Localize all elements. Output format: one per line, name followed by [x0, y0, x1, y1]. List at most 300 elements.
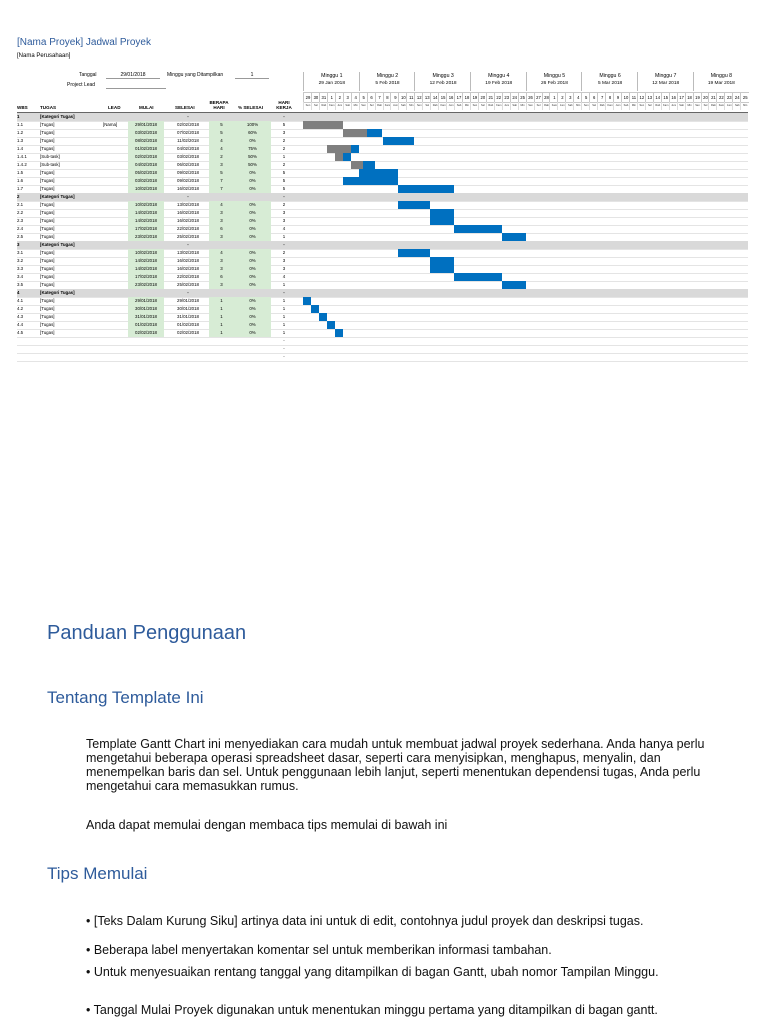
day-number: 16 [446, 92, 455, 103]
start-date-cell[interactable]: 17/02/2018 [128, 273, 164, 281]
start-date-cell[interactable]: 04/02/2018 [128, 161, 164, 169]
guide-heading: Panduan Penggunaan [47, 622, 247, 644]
duration-cell[interactable]: 4 [209, 201, 234, 209]
duration-cell[interactable]: 2 [209, 153, 234, 161]
wbs-cell[interactable]: 4.3 [17, 314, 24, 319]
day-number: 22 [716, 92, 725, 103]
start-date-cell[interactable]: 02/02/2018 [128, 153, 164, 161]
gantt-bar-remaining [383, 137, 415, 145]
day-number: 20 [701, 92, 710, 103]
gantt-bar-remaining [454, 273, 502, 281]
start-date-cell[interactable]: 14/02/2018 [128, 257, 164, 265]
day-number: 6 [589, 92, 598, 103]
percent-complete-cell[interactable]: 0% [234, 273, 271, 281]
start-date-cell[interactable]: 29/01/2018 [128, 121, 164, 129]
start-date-cell[interactable]: 23/02/2018 [128, 281, 164, 289]
day-number: 5 [581, 92, 590, 103]
workdays-cell: - [283, 354, 285, 359]
day-letter: Sel [367, 102, 376, 110]
day-letter: Rab [653, 102, 662, 110]
wbs-cell[interactable]: 2 [17, 194, 20, 199]
workdays-cell: 2 [282, 138, 286, 143]
day-letter: Sab [510, 102, 519, 110]
task-cell[interactable]: [Tugas] [40, 274, 55, 279]
day-letter: Sab [454, 102, 463, 110]
end-date-cell: 13/02/2018 [177, 250, 199, 255]
day-letter: Sen [581, 102, 590, 110]
task-cell[interactable]: [Sub-task] [40, 154, 60, 159]
start-date-cell[interactable]: 29/01/2018 [128, 297, 164, 305]
percent-complete-cell[interactable]: 0% [234, 201, 271, 209]
day-number: 30 [311, 92, 320, 103]
wbs-cell[interactable]: 3.1 [17, 250, 24, 255]
end-date-cell: - [187, 194, 189, 199]
day-number: 9 [613, 92, 622, 103]
day-number: 28 [542, 92, 551, 103]
duration-cell[interactable]: 1 [209, 313, 234, 321]
workdays-cell: 3 [282, 210, 286, 215]
duration-cell[interactable]: 3 [209, 265, 234, 273]
task-cell[interactable]: [Tugas] [40, 250, 55, 255]
end-date-cell: - [187, 114, 189, 119]
gantt-bar-remaining [319, 313, 327, 321]
day-letter: Min [740, 102, 749, 110]
wbs-cell[interactable]: 3 [17, 242, 20, 247]
day-number: 8 [383, 92, 392, 103]
wbs-cell[interactable]: 2.5 [17, 234, 24, 239]
duration-cell[interactable]: 3 [209, 209, 234, 217]
end-date-cell: 07/02/2018 [177, 130, 199, 135]
lead-cell[interactable]: [Nama] [103, 122, 118, 127]
wbs-cell[interactable]: 2.3 [17, 218, 24, 223]
start-date-cell[interactable]: 14/02/2018 [128, 209, 164, 217]
task-cell[interactable]: [Tugas] [40, 170, 55, 175]
day-letter: Jum [446, 102, 455, 110]
day-number: 6 [367, 92, 376, 103]
start-date-cell[interactable]: 03/02/2018 [128, 129, 164, 137]
day-letter: Sab [621, 102, 630, 110]
day-number: 4 [573, 92, 582, 103]
start-date-cell[interactable]: 23/02/2018 [128, 233, 164, 241]
workdays-cell: 5 [282, 178, 286, 183]
wbs-cell[interactable]: 4.1 [17, 298, 24, 303]
task-cell[interactable]: [Tugas] [40, 122, 55, 127]
wbs-cell[interactable]: 1.7 [17, 186, 24, 191]
workdays-cell: 1 [282, 298, 286, 303]
day-letter: Min [462, 102, 471, 110]
day-number: 12 [637, 92, 646, 103]
day-number: 1 [549, 92, 558, 103]
day-letter: Kam [494, 102, 503, 110]
week-label: Minggu 6 [599, 73, 621, 79]
project-lead-value[interactable] [106, 82, 166, 89]
task-cell[interactable]: [Tugas] [40, 138, 55, 143]
day-number: 13 [645, 92, 654, 103]
day-number: 26 [526, 92, 535, 103]
week-label: Minggu 3 [432, 73, 454, 79]
duration-cell[interactable]: 5 [209, 129, 234, 137]
gantt-bar-remaining [454, 225, 502, 233]
percent-complete-cell[interactable]: 0% [234, 233, 271, 241]
day-letter: Sen [526, 102, 535, 110]
wbs-cell[interactable]: 4.5 [17, 330, 24, 335]
percent-complete-cell[interactable]: 0% [234, 209, 271, 217]
task-cell[interactable]: [Tugas] [40, 282, 55, 287]
workdays-cell: 2 [282, 146, 286, 151]
day-letter: Rab [486, 102, 495, 110]
week-date: 12 Feb 2018 [429, 81, 457, 86]
duration-cell[interactable]: 3 [209, 233, 234, 241]
percent-complete-cell[interactable]: 0% [234, 305, 271, 313]
day-letter: Rab [597, 102, 606, 110]
week-display-value[interactable]: 1 [235, 72, 269, 79]
wbs-cell[interactable]: 1.5 [17, 170, 24, 175]
gantt-bar-remaining [327, 321, 335, 329]
task-cell[interactable]: [Tugas] [40, 258, 55, 263]
tip-item: • Tanggal Mulai Proyek digunakan untuk menentukan minggu pertama yang ditampilkan di bagan gantt. [86, 1003, 658, 1017]
duration-cell[interactable]: 1 [209, 329, 234, 337]
gantt-bar-remaining [430, 257, 454, 265]
task-cell[interactable]: [Tugas] [40, 146, 55, 151]
day-number: 15 [661, 92, 670, 103]
percent-complete-cell[interactable]: 0% [234, 329, 271, 337]
duration-cell[interactable]: 3 [209, 257, 234, 265]
percent-complete-cell[interactable]: 0% [234, 281, 271, 289]
task-cell[interactable]: [Tugas] [40, 218, 55, 223]
end-date-cell: 09/02/2018 [177, 170, 199, 175]
week-label: Minggu 4 [488, 73, 510, 79]
start-date-cell[interactable]: 14/02/2018 [128, 217, 164, 225]
day-letter: Kam [383, 102, 392, 110]
end-date-cell: 16/02/2018 [177, 266, 199, 271]
percent-complete-cell[interactable]: 0% [234, 137, 271, 145]
duration-cell[interactable]: 4 [209, 137, 234, 145]
wbs-cell[interactable]: 4 [17, 290, 20, 295]
task-cell[interactable]: [Kategori Tugas] [40, 114, 75, 119]
col-end: SELESAI [175, 105, 195, 110]
workdays-cell: 2 [282, 250, 286, 255]
day-number: 8 [605, 92, 614, 103]
duration-cell[interactable]: 6 [209, 273, 234, 281]
day-letter: Min [351, 102, 360, 110]
wbs-cell[interactable]: 4.2 [17, 306, 24, 311]
day-letter: Kam [438, 102, 447, 110]
wbs-cell[interactable]: 1 [17, 114, 20, 119]
day-letter: Min [629, 102, 638, 110]
start-date-cell[interactable]: 30/01/2018 [128, 305, 164, 313]
end-date-cell: 16/02/2018 [177, 186, 199, 191]
workdays-cell: - [283, 194, 285, 199]
day-number: 19 [693, 92, 702, 103]
workdays-cell: 1 [282, 322, 286, 327]
end-date-cell: 04/02/2018 [177, 146, 199, 151]
week-header [637, 72, 694, 91]
end-date-cell: 31/01/2018 [177, 314, 199, 319]
start-date-cell[interactable]: 02/02/2018 [128, 329, 164, 337]
wbs-cell[interactable]: 1.1 [17, 122, 24, 127]
week-date: 12 Mar 2018 [652, 81, 680, 86]
end-date-cell: 13/02/2018 [177, 202, 199, 207]
day-letter: Rab [375, 102, 384, 110]
wbs-cell[interactable]: 4.4 [17, 322, 24, 327]
gantt-bar-completed [303, 121, 343, 129]
start-date-cell[interactable]: 14/02/2018 [128, 265, 164, 273]
workdays-cell: 3 [282, 266, 286, 271]
percent-complete-cell[interactable]: 50% [234, 153, 271, 161]
tips-heading: Tips Memulai [47, 864, 148, 883]
col-start: MULAI [139, 105, 154, 110]
workdays-cell: 1 [282, 330, 286, 335]
start-date-cell[interactable]: 17/02/2018 [128, 225, 164, 233]
wbs-cell[interactable]: 2.2 [17, 210, 24, 215]
day-letter: Sab [565, 102, 574, 110]
about-paragraph-2: Anda dapat memulai dengan membaca tips memulai di bawah ini [86, 818, 448, 832]
percent-complete-cell[interactable]: 0% [234, 177, 271, 185]
start-date-cell[interactable]: 10/02/2018 [128, 201, 164, 209]
day-letter: Kam [716, 102, 725, 110]
day-number: 21 [486, 92, 495, 103]
day-number: 25 [518, 92, 527, 103]
task-cell[interactable]: [Tugas] [40, 226, 55, 231]
wbs-cell[interactable]: 3.5 [17, 282, 24, 287]
wbs-cell[interactable]: 2.4 [17, 226, 24, 231]
week-label: Minggu 7 [655, 73, 677, 79]
day-number: 14 [430, 92, 439, 103]
day-letter: Sel [589, 102, 598, 110]
wbs-cell[interactable]: 1.4 [17, 146, 24, 151]
task-cell[interactable]: [Tugas] [40, 234, 55, 239]
wbs-cell[interactable]: 1.2 [17, 130, 24, 135]
start-date-cell[interactable]: 05/02/2018 [128, 169, 164, 177]
duration-cell[interactable]: 1 [209, 321, 234, 329]
duration-cell[interactable]: 5 [209, 169, 234, 177]
day-letter: Kam [605, 102, 614, 110]
wbs-cell[interactable]: 3.2 [17, 258, 24, 263]
duration-cell[interactable]: 3 [209, 281, 234, 289]
day-number: 23 [724, 92, 733, 103]
day-letter: Sen [637, 102, 646, 110]
gantt-bar-remaining [430, 209, 454, 217]
start-date-cell[interactable]: 01/02/2018 [128, 321, 164, 329]
percent-complete-cell[interactable]: 0% [234, 321, 271, 329]
day-letter: Jum [502, 102, 511, 110]
percent-complete-cell[interactable]: 75% [234, 145, 271, 153]
end-date-cell: 16/02/2018 [177, 210, 199, 215]
start-date-cell[interactable]: 01/02/2018 [128, 145, 164, 153]
day-letter: Sel [478, 102, 487, 110]
end-date-cell: 11/02/2018 [177, 138, 199, 143]
day-letter: Sab [732, 102, 741, 110]
task-cell[interactable]: [Tugas] [40, 178, 55, 183]
end-date-cell: 09/02/2018 [177, 178, 199, 183]
duration-cell[interactable]: 7 [209, 177, 234, 185]
duration-cell[interactable]: 3 [209, 217, 234, 225]
day-number: 12 [414, 92, 423, 103]
about-heading: Tentang Template Ini [47, 688, 204, 707]
task-cell[interactable]: [Tugas] [40, 306, 55, 311]
gantt-bar-completed [335, 153, 343, 161]
end-date-cell: 29/01/2018 [177, 298, 199, 303]
workdays-cell: 5 [282, 122, 286, 127]
day-number: 29 [303, 92, 312, 103]
end-date-cell: 16/02/2018 [177, 258, 199, 263]
task-cell[interactable]: [Kategori Tugas] [40, 242, 75, 247]
end-date-cell: - [187, 242, 189, 247]
project-title[interactable]: [Nama Proyek] Jadwal Proyek [17, 37, 151, 48]
day-number: 18 [462, 92, 471, 103]
week-header [581, 72, 638, 91]
day-letter: Min [573, 102, 582, 110]
task-cell[interactable]: [Tugas] [40, 314, 55, 319]
gantt-bar-remaining [398, 249, 430, 257]
percent-complete-cell[interactable]: 0% [234, 217, 271, 225]
day-number: 25 [740, 92, 749, 103]
day-number: 17 [454, 92, 463, 103]
task-cell[interactable]: [Tugas] [40, 210, 55, 215]
day-letter: Sab [343, 102, 352, 110]
gantt-bar-remaining [398, 201, 430, 209]
workdays-cell: 1 [282, 306, 286, 311]
week-header [359, 72, 416, 91]
day-number: 4 [351, 92, 360, 103]
gantt-bar-remaining [502, 281, 526, 289]
duration-cell[interactable]: 4 [209, 249, 234, 257]
task-cell[interactable]: [Kategori Tugas] [40, 194, 75, 199]
task-cell[interactable]: [Tugas] [40, 186, 55, 191]
col-duration: BERAPA HARI [209, 100, 229, 110]
task-cell[interactable]: [Tugas] [40, 330, 55, 335]
day-letter: Sen [693, 102, 702, 110]
day-number: 10 [398, 92, 407, 103]
empty-row[interactable] [17, 353, 748, 362]
col-task: TUGAS [40, 105, 57, 110]
day-number: 23 [502, 92, 511, 103]
gantt-bar-remaining [398, 185, 454, 193]
percent-complete-cell[interactable]: 0% [234, 265, 271, 273]
duration-cell[interactable]: 1 [209, 297, 234, 305]
day-letter: Jum [335, 102, 344, 110]
day-number: 18 [685, 92, 694, 103]
start-date-cell[interactable]: 31/01/2018 [128, 313, 164, 321]
end-date-cell: 01/02/2018 [177, 322, 199, 327]
task-cell[interactable]: [Tugas] [40, 266, 55, 271]
end-date-cell: 03/02/2018 [177, 154, 199, 159]
wbs-cell[interactable]: 2.1 [17, 202, 24, 207]
start-date-cell[interactable]: 03/02/2018 [128, 177, 164, 185]
day-letter: Sel [422, 102, 431, 110]
day-number: 31 [319, 92, 328, 103]
workdays-cell: 5 [282, 186, 286, 191]
start-date-cell[interactable]: 08/02/2018 [128, 137, 164, 145]
gantt-bar-remaining [343, 153, 351, 161]
percent-complete-cell[interactable]: 0% [234, 257, 271, 265]
week-date: 26 Feb 2018 [540, 81, 568, 86]
wbs-cell[interactable]: 3.4 [17, 274, 24, 279]
workdays-cell: 1 [282, 154, 286, 159]
task-cell[interactable]: [Tugas] [40, 130, 55, 135]
tip-item: • Untuk menyesuaikan rentang tanggal yang ditampilkan di bagan Gantt, ubah nomor Tampilan Minggu. [86, 965, 659, 979]
tip-item: • Beberapa label menyertakan komentar sel untuk memberikan informasi tambahan. [86, 943, 552, 957]
day-number: 24 [732, 92, 741, 103]
workdays-cell: 1 [282, 314, 286, 319]
workdays-cell: - [283, 290, 285, 295]
gantt-bar-completed [343, 129, 367, 137]
workdays-cell: 2 [282, 162, 286, 167]
wbs-cell[interactable]: 1.4.2 [17, 162, 27, 167]
week-date: 29 Jan 2018 [318, 81, 346, 86]
percent-complete-cell[interactable]: 50% [234, 161, 271, 169]
day-number: 16 [669, 92, 678, 103]
task-cell[interactable]: [Tugas] [40, 322, 55, 327]
workdays-cell: - [283, 114, 285, 119]
day-number: 10 [621, 92, 630, 103]
percent-complete-cell[interactable]: 0% [234, 185, 271, 193]
week-date: 19 Mar 2018 [707, 81, 735, 86]
end-date-cell: 22/02/2018 [177, 274, 199, 279]
gantt-bar-remaining [335, 329, 343, 337]
day-letter: Jum [724, 102, 733, 110]
day-number: 20 [478, 92, 487, 103]
end-date-cell: 25/02/2018 [177, 234, 199, 239]
wbs-cell[interactable]: 3.3 [17, 266, 24, 271]
percent-complete-cell[interactable]: 0% [234, 169, 271, 177]
day-letter: Sel [701, 102, 710, 110]
end-date-cell: 30/01/2018 [177, 306, 199, 311]
wbs-cell[interactable]: 1.4.1 [17, 154, 27, 159]
percent-complete-cell[interactable]: 0% [234, 225, 271, 233]
duration-cell[interactable]: 3 [209, 161, 234, 169]
wbs-cell[interactable]: 1.6 [17, 178, 24, 183]
task-cell[interactable]: [Kategori Tugas] [40, 290, 75, 295]
duration-cell[interactable]: 5 [209, 121, 234, 129]
col-workdays: HARI KERJA [276, 100, 292, 110]
percent-complete-cell[interactable]: 0% [234, 297, 271, 305]
percent-complete-cell[interactable]: 0% [234, 313, 271, 321]
gantt-bar-remaining [311, 305, 319, 313]
start-date-cell[interactable]: 10/02/2018 [128, 249, 164, 257]
week-header [526, 72, 583, 91]
date-value[interactable]: 29/01/2018 [106, 72, 160, 79]
gantt-bar-completed [351, 161, 363, 169]
workdays-cell: 4 [282, 274, 286, 279]
duration-cell[interactable]: 1 [209, 305, 234, 313]
duration-cell[interactable]: 7 [209, 185, 234, 193]
gantt-bar-remaining [343, 177, 399, 185]
day-number: 14 [653, 92, 662, 103]
col-wbs: WBS [17, 105, 28, 110]
workdays-cell: - [283, 242, 285, 247]
percent-complete-cell[interactable]: 0% [234, 249, 271, 257]
day-letter: Sel [645, 102, 654, 110]
task-cell[interactable]: [Tugas] [40, 298, 55, 303]
day-number: 13 [422, 92, 431, 103]
percent-complete-cell[interactable]: 60% [234, 129, 271, 137]
duration-cell[interactable]: 4 [209, 145, 234, 153]
duration-cell[interactable]: 6 [209, 225, 234, 233]
task-cell[interactable]: [Tugas] [40, 202, 55, 207]
day-number: 2 [335, 92, 344, 103]
week-label: Minggu 1 [321, 73, 343, 79]
day-letter: Kam [549, 102, 558, 110]
day-number: 27 [534, 92, 543, 103]
task-cell[interactable]: [Sub-task] [40, 162, 60, 167]
company-name[interactable]: [Nama Perusahaan] [17, 53, 71, 59]
workdays-cell: 3 [282, 130, 286, 135]
start-date-cell[interactable]: 10/02/2018 [128, 185, 164, 193]
wbs-cell[interactable]: 1.3 [17, 138, 24, 143]
day-letter: Sel [311, 102, 320, 110]
percent-complete-cell[interactable]: 100% [234, 121, 271, 129]
